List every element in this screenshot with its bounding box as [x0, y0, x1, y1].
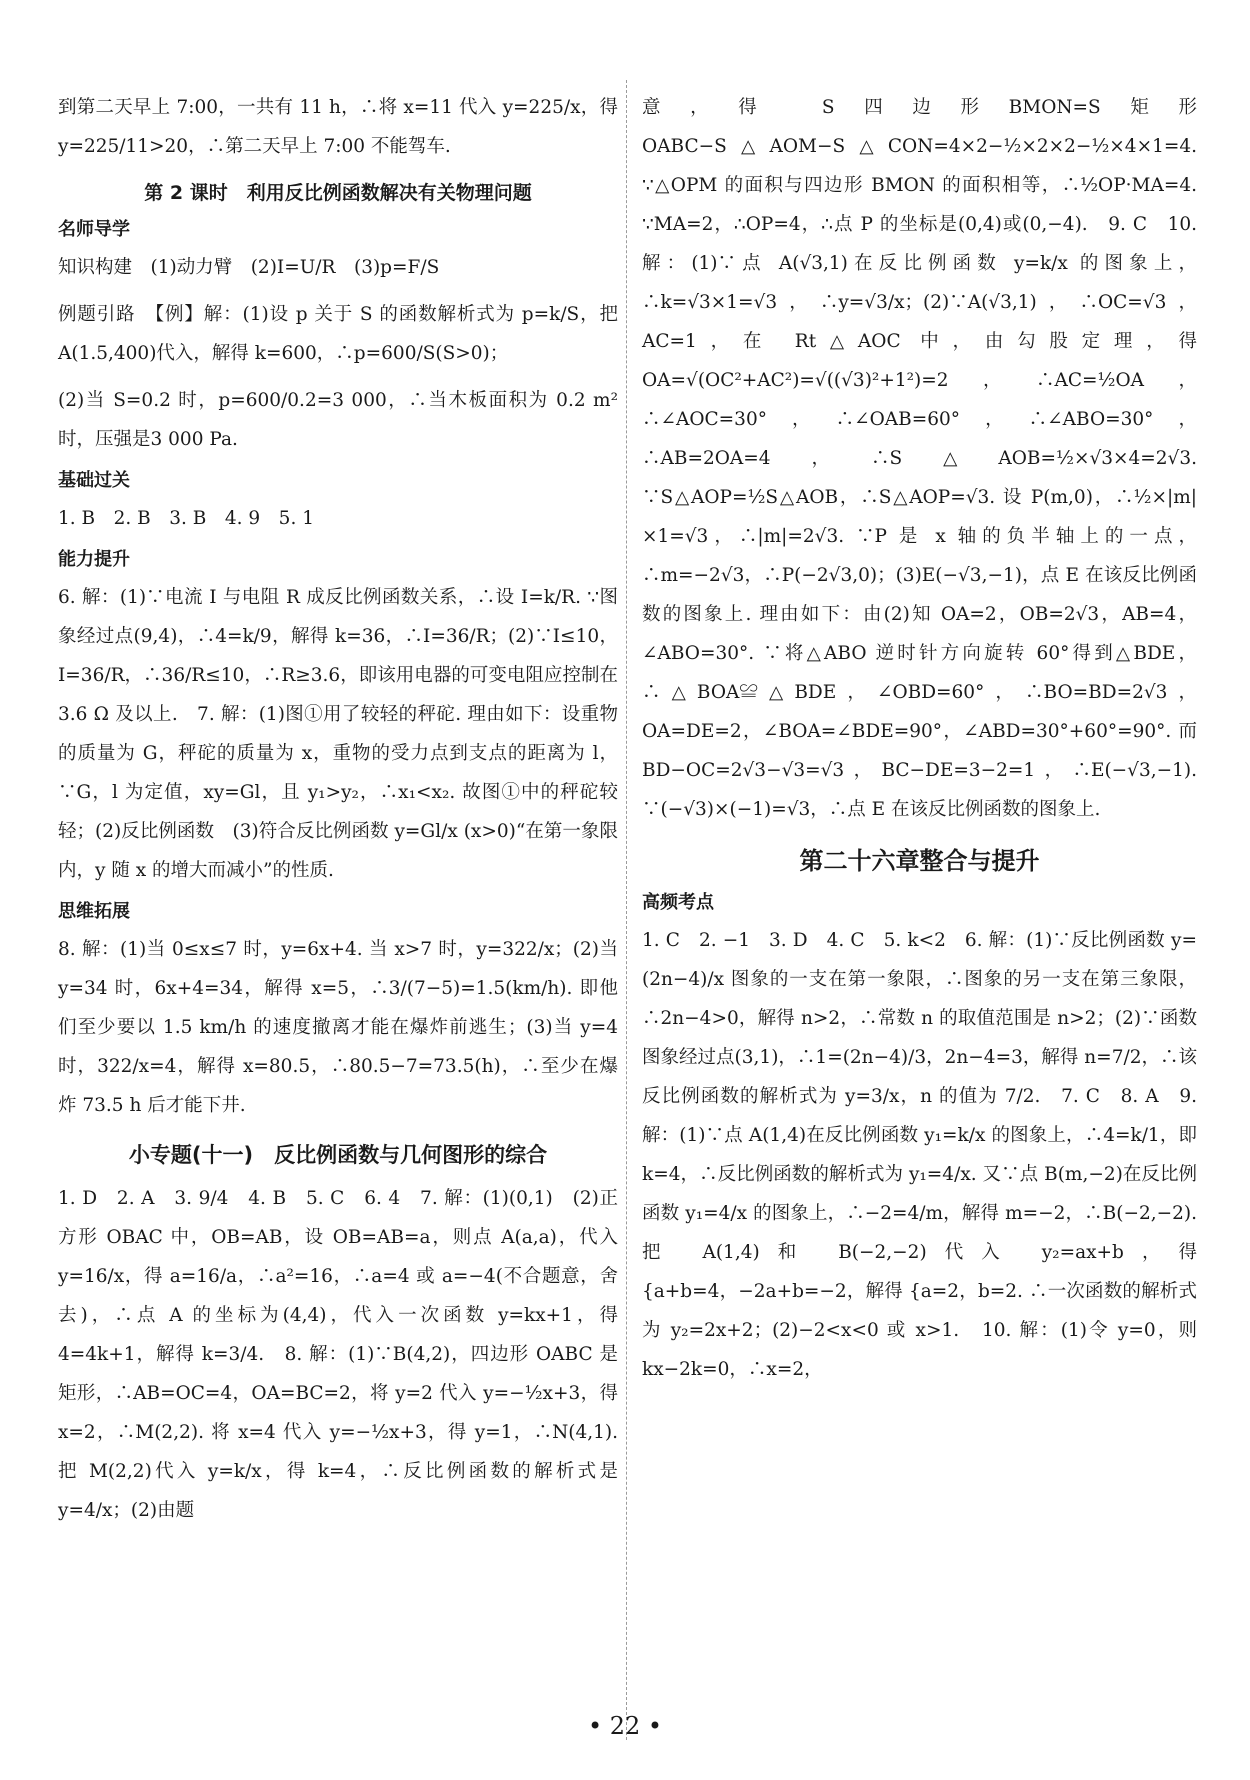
paragraph-expansion: 8. 解：(1)当 0≤x≤7 时，y=6x+4. 当 x>7 时，y=322/x；(2)当 y=34 时，6x+4=34，解得 x=5，∴3/(7−5)=1.5(km/h). 即他们至少要以 1.5 km/h 的速度撤离才能在爆炸前逃生；(3)当 y=4 时，322/x=4，解得 x=80.5，∴80.5−7=73.5(h)，∴至少在爆炸 73.5 h 后才能下井. — [58, 939, 618, 1116]
paragraph-example-b: (2)当 S=0.2 时，p=600/0.2=3 000，∴当木板面积为 0.2 m² 时，压强是3 000 Pa. — [58, 390, 618, 450]
section-heading-expansion: 思维拓展 — [58, 901, 130, 922]
chapter-title: 第二十六章整合与提升 — [799, 847, 1040, 875]
page-number: • 22 • — [587, 1712, 663, 1740]
paragraph-knowledge: 知识构建 (1)动力臂 (2)I=U/R (3)p=F/S — [58, 257, 440, 278]
paragraph-example-a: 例题引路 【例】解：(1)设 p 关于 S 的函数解析式为 p=k/S，把 A(1.5,400)代入，解得 k=600，∴p=600/S(S>0)； — [58, 304, 618, 364]
right-column — [642, 88, 1197, 1397]
column-divider — [626, 80, 627, 1740]
paragraph-frequent: 1. C 2. −1 3. D 4. C 5. k<2 6. 解：(1)∵反比例函数 y=(2n−4)/x 图象的一支在第一象限，∴图象的另一支在第三象限，∴2n−4>0，解得 n>2，∴常数 n 的取值范围是 n>2；(2)∵函数图象经过点(3,1)，∴1=(2n−4)/3，2n−4=3，解得 n=7/2，∴该反比例函数的解析式为 y=3/x，n 的值为 7/2. 7. C 8. A 9. 解：(1)∵点 A(1,4)在反比例函数 y₁=k/x 的图象上，∴4=k/1，即 k=4，∴反比例函数的解析式为 y₁=4/x. 又∵点 B(m,−2)在反比例函数 y₁=4/x 的图象上，∴−2=4/m，解得 m=−2，∴B(−2,−2). 把 A(1,4)和 B(−2,−2)代入 y₂=ax+b，得 {a+b=4，−2a+b=−2，解得 {a=2，b=2. ∴一次函数的解析式为 y₂=2x+2；(2)−2<x<0 或 x>1. 10. 解：(1)令 y=0，则 kx−2k=0，∴x=2， — [642, 930, 1197, 1380]
paragraph-topic: 1. D 2. A 3. 9/4 4. B 5. C 6. 4 7. 解：(1)(0,1) (2)正方形 OBAC 中，OB=AB，设 OB=AB=a，则点 A(a,a)，代入 y=16/x，得 a=16/a，∴a²=16，∴a=4 或 a=−4(不合题意，舍去)，∴点 A 的坐标为(4,4)，代入一次函数 y=kx+1，得 4=4k+1，解得 k=3/4. 8. 解：(1)∵B(4,2)，四边形 OABC 是矩形，∴AB=OC=4，OA=BC=2，将 y=2 代入 y=−½x+3，得 x=2，∴M(2,2). 将 x=4 代入 y=−½x+3，得 y=1，∴N(4,1). 把 M(2,2)代入 y=k/x，得 k=4，∴反比例函数的解析式是 y=4/x；(2)由题 — [58, 1188, 618, 1521]
paragraph-continued: 意，得 S四边形BMON=S矩形OABC−S△AOM−S△CON=4×2−½×2×2−½×4×1=4. ∵△OPM 的面积与四边形 BMON 的面积相等，∴½OP·MA=4. ∵MA=2，∴OP=4，∴点 P 的坐标是(0,4)或(0,−4). 9. C 10. 解：(1)∵点 A(√3,1)在反比例函数 y=k/x 的图象上，∴k=√3×1=√3，∴y=√3/x；(2)∵A(√3,1)，∴OC=√3，AC=1，在 Rt△AOC 中，由勾股定理，得 OA=√(OC²+AC²)=√((√3)²+1²)=2，∴AC=½OA，∴∠AOC=30°，∴∠OAB=60°，∴∠ABO=30°，∴AB=2OA=4，∴S△AOB=½×√3×4=2√3. ∵S△AOP=½S△AOB，∴S△AOP=√3. 设 P(m,0)，∴½×|m|×1=√3，∴|m|=2√3. ∵P 是 x 轴的负半轴上的一点，∴m=−2√3，∴P(−2√3,0)；(3)E(−√3,−1)，点 E 在该反比例函数的图象上. 理由如下：由(2)知 OA=2，OB=2√3，AB=4，∠ABO=30°. ∵将△ABO 逆时针方向旋转 60°得到△BDE，∴△BOA≌△BDE，∠OBD=60°，∴BO=BD=2√3，OA=DE=2，∠BOA=∠BDE=90°，∠ABD=30°+60°=90°. 而 BD−OC=2√3−√3=√3，BC−DE=3−2=1，∴E(−√3,−1). ∵(−√3)×(−1)=√3，∴点 E 在该反比例函数的图象上. — [642, 97, 1197, 820]
paragraph-basic-answers: 1. B 2. B 3. B 4. 9 5. 1 — [58, 508, 314, 529]
paragraph-intro: 到第二天早上 7:00，一共有 11 h，∴将 x=11 代入 y=225/x，得 y=225/11>20，∴第二天早上 7:00 不能驾车. — [58, 97, 618, 157]
left-column — [58, 88, 618, 1538]
section-heading-guide: 名师导学 — [58, 219, 130, 240]
paragraph-ability: 6. 解：(1)∵电流 I 与电阻 R 成反比例函数关系，∴设 I=k/R. ∵图象经过点(9,4)，∴4=k/9，解得 k=36，∴I=36/R；(2)∵I≤10，I=36/R，∴36/R≤10，∴R≥3.6，即该用电器的可变电阻应控制在 3.6 Ω 及以上. 7. 解：(1)图①用了较轻的秤砣. 理由如下：设重物的质量为 G，秤砣的质量为 x，重物的受力点到支点的距离为 l，∵G，l 为定值，xy=Gl，且 y₁>y₂，∴x₁<x₂. 故图①中的秤砣较轻；(2)反比例函数 (3)符合反比例函数 y=Gl/x (x>0)“在第一象限内，y 随 x 的增大而减小”的性质. — [58, 587, 618, 881]
topic-title: 小专题(十一) 反比例函数与几何图形的综合 — [128, 1143, 548, 1167]
section-heading-basic: 基础过关 — [58, 470, 130, 491]
lesson-title: 第 2 课时 利用反比例函数解决有关物理问题 — [144, 182, 532, 204]
section-heading-frequent: 高频考点 — [642, 892, 714, 913]
section-heading-ability: 能力提升 — [58, 549, 130, 570]
